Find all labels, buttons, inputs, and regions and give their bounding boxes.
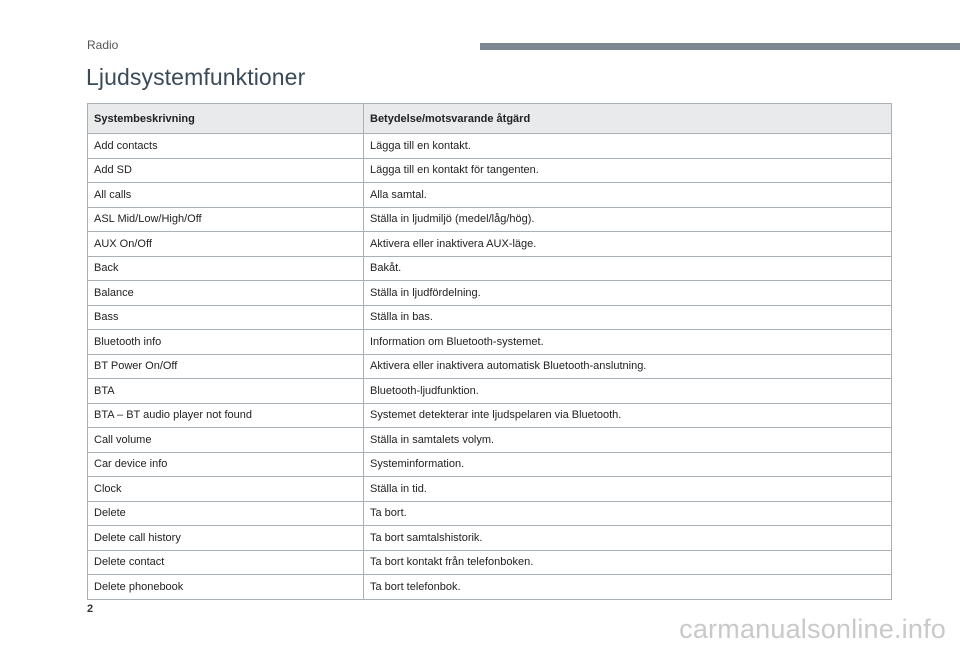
cell-system-description: BT Power On/Off	[88, 354, 364, 379]
cell-system-description: Bluetooth info	[88, 330, 364, 355]
cell-meaning: Ta bort kontakt från telefonboken.	[364, 550, 892, 575]
cell-system-description: Call volume	[88, 428, 364, 453]
cell-meaning: Alla samtal.	[364, 183, 892, 208]
column-header-meaning: Betydelse/motsvarande åtgärd	[364, 104, 892, 134]
cell-system-description: Delete call history	[88, 526, 364, 551]
cell-system-description: Balance	[88, 281, 364, 306]
page-number: 2	[87, 603, 94, 615]
functions-table-container	[87, 103, 891, 600]
section-label: Radio	[87, 38, 119, 52]
table-row	[88, 305, 892, 330]
table-row	[88, 158, 892, 183]
cell-meaning: Ta bort telefonbok.	[364, 575, 892, 600]
cell-system-description: Delete phonebook	[88, 575, 364, 600]
cell-meaning: Ta bort samtalshistorik.	[364, 526, 892, 551]
page-title: Ljudsystemfunktioner	[86, 64, 306, 90]
table-row	[88, 281, 892, 306]
cell-system-description: All calls	[88, 183, 364, 208]
table-row	[88, 232, 892, 257]
cell-system-description: Bass	[88, 305, 364, 330]
table-row	[88, 550, 892, 575]
cell-system-description: AUX On/Off	[88, 232, 364, 257]
column-header-description: Systembeskrivning	[88, 104, 364, 134]
cell-meaning: Information om Bluetooth-systemet.	[364, 330, 892, 355]
table-row	[88, 256, 892, 281]
cell-meaning: Bluetooth-ljudfunktion.	[364, 379, 892, 404]
cell-meaning: Lägga till en kontakt.	[364, 134, 892, 159]
table-row	[88, 575, 892, 600]
table-row	[88, 452, 892, 477]
table-row	[88, 403, 892, 428]
cell-meaning: Ställa in bas.	[364, 305, 892, 330]
cell-system-description: ASL Mid/Low/High/Off	[88, 207, 364, 232]
cell-system-description: BTA – BT audio player not found	[88, 403, 364, 428]
cell-system-description: Add SD	[88, 158, 364, 183]
cell-meaning: Ställa in ljudfördelning.	[364, 281, 892, 306]
cell-system-description: Add contacts	[88, 134, 364, 159]
cell-meaning: Ta bort.	[364, 501, 892, 526]
watermark: carmanualsonline.info	[679, 614, 946, 644]
cell-meaning: Ställa in tid.	[364, 477, 892, 502]
table-row	[88, 354, 892, 379]
cell-system-description: Back	[88, 256, 364, 281]
header-divider-bar	[480, 43, 960, 50]
cell-system-description: Delete contact	[88, 550, 364, 575]
table-row	[88, 330, 892, 355]
cell-meaning: Systemet detekterar inte ljudspelaren via Bluetooth.	[364, 403, 892, 428]
cell-system-description: Car device info	[88, 452, 364, 477]
table-row	[88, 501, 892, 526]
cell-meaning: Aktivera eller inaktivera AUX-läge.	[364, 232, 892, 257]
cell-meaning: Systeminformation.	[364, 452, 892, 477]
table-header-row	[88, 104, 892, 134]
table-row	[88, 379, 892, 404]
cell-system-description: Clock	[88, 477, 364, 502]
cell-meaning: Ställa in ljudmiljö (medel/låg/hög).	[364, 207, 892, 232]
cell-meaning: Ställa in samtalets volym.	[364, 428, 892, 453]
table-row	[88, 183, 892, 208]
cell-system-description: BTA	[88, 379, 364, 404]
functions-table	[87, 103, 892, 600]
table-row	[88, 207, 892, 232]
table-row	[88, 134, 892, 159]
cell-meaning: Lägga till en kontakt för tangenten.	[364, 158, 892, 183]
table-row	[88, 526, 892, 551]
cell-system-description: Delete	[88, 501, 364, 526]
cell-meaning: Aktivera eller inaktivera automatisk Bluetooth-anslutning.	[364, 354, 892, 379]
cell-meaning: Bakåt.	[364, 256, 892, 281]
table-body	[88, 134, 892, 600]
table-row	[88, 477, 892, 502]
table-row	[88, 428, 892, 453]
